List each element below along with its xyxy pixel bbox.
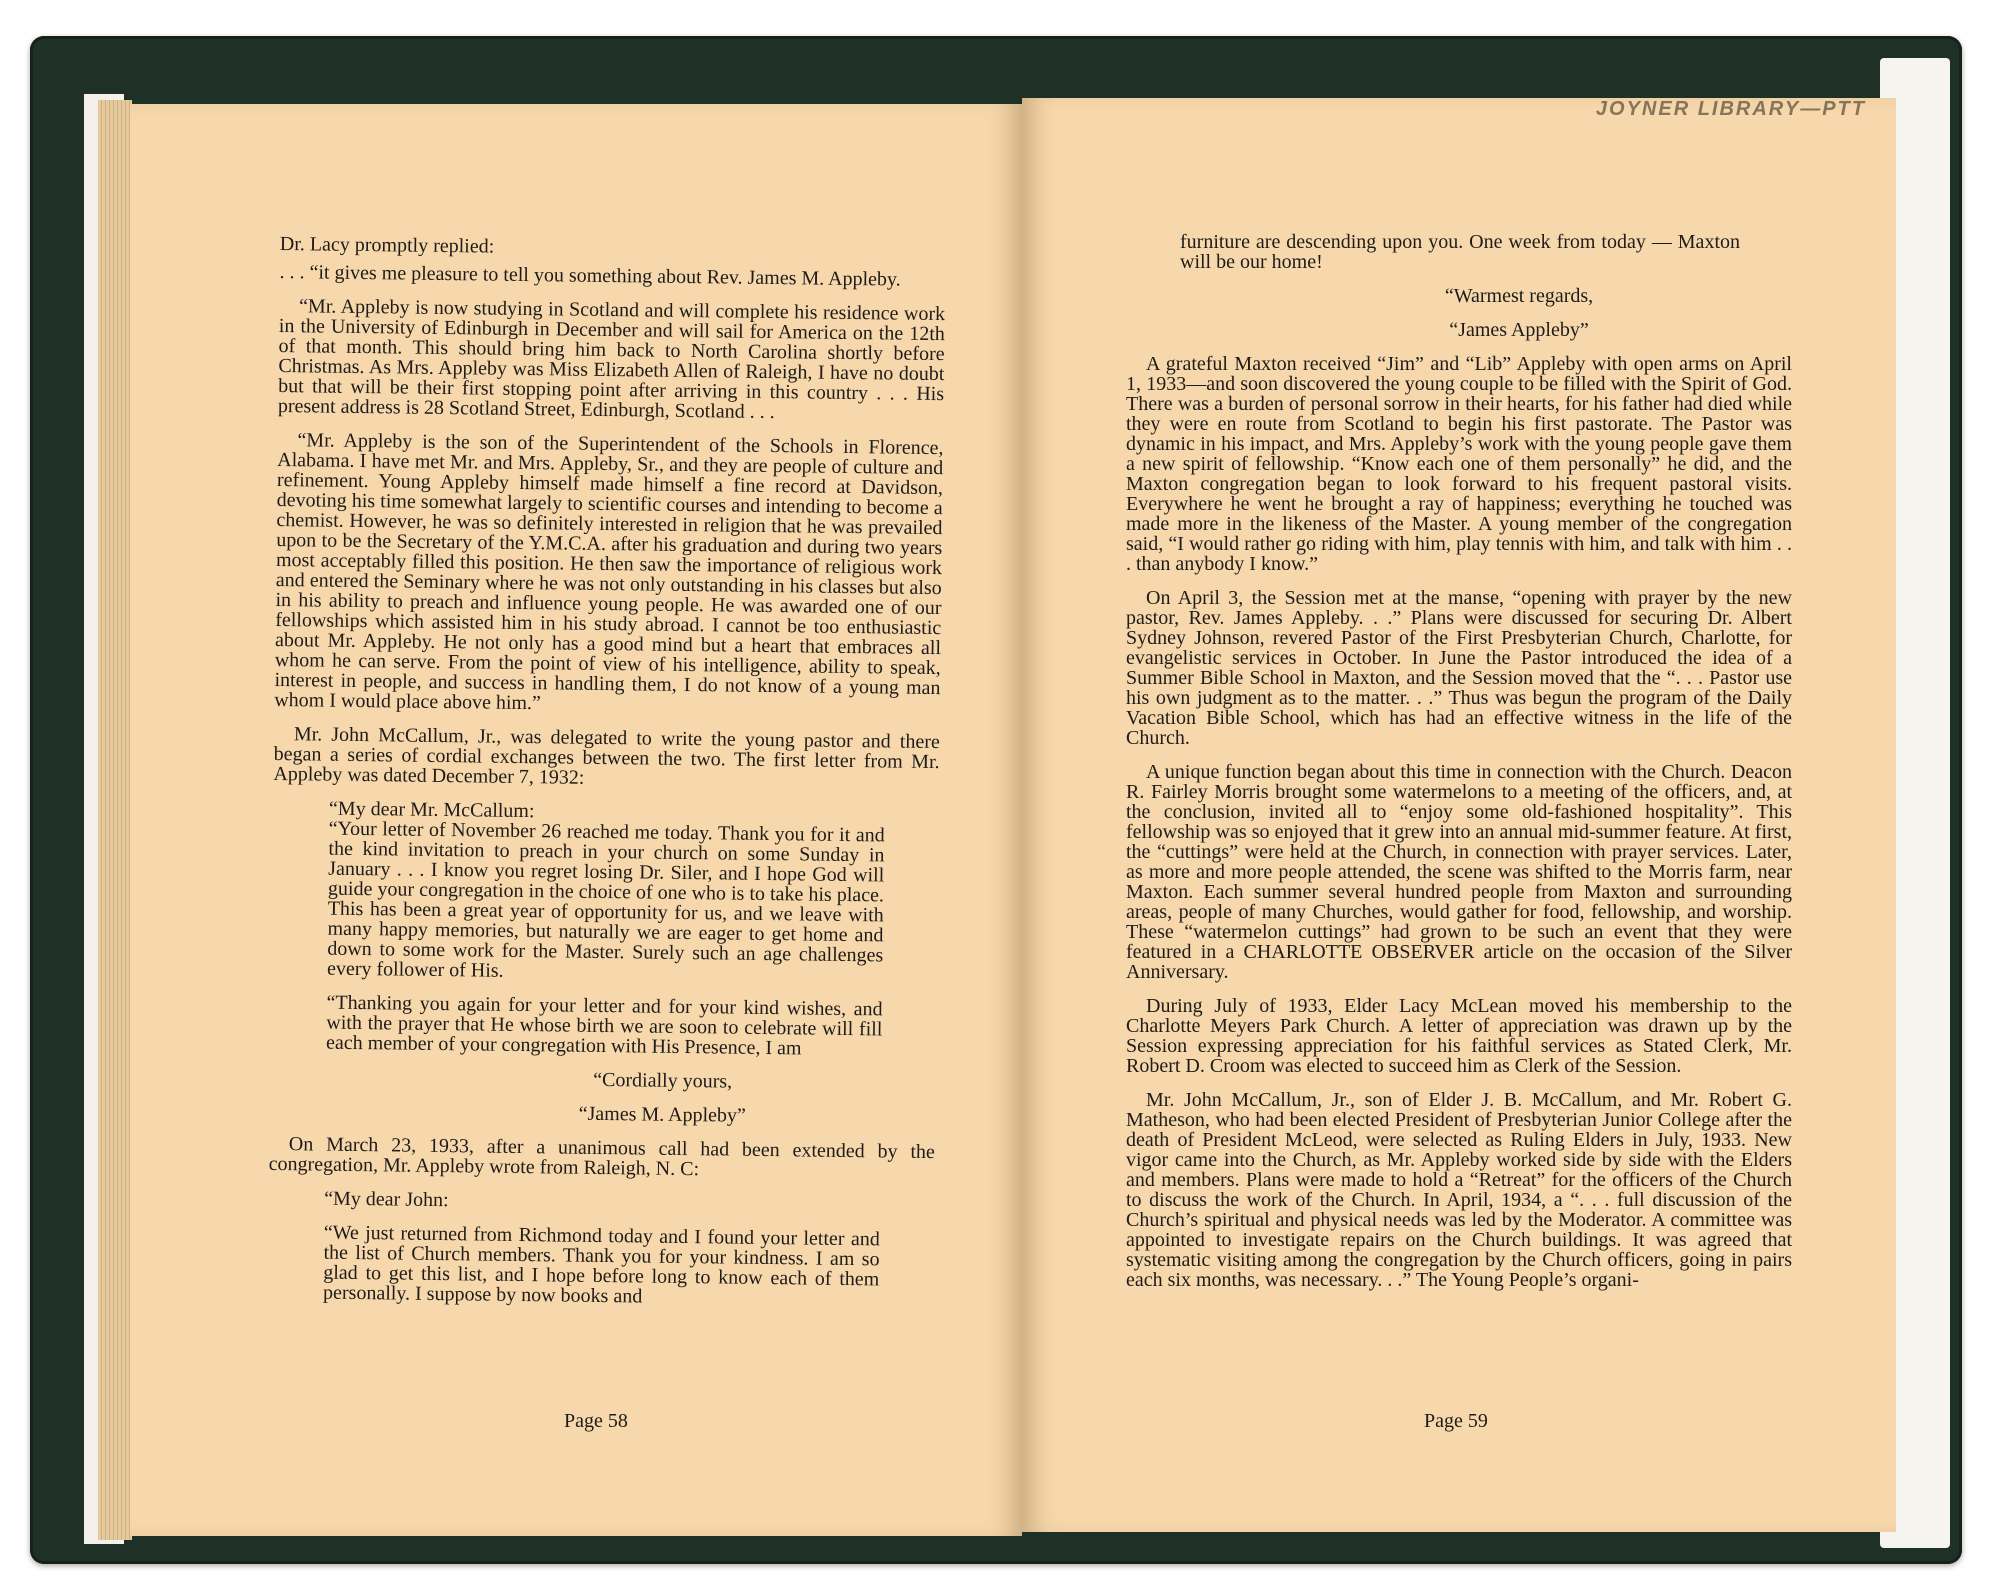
letter-paragraph: “Your letter of November 26 reached me today. Thank you for it and the kind invitation to preach in your church on some Sunday in January . . . I know you regret losing Dr. Siler, and I hope God will guide your congregation in the choice of one who is to take his place. This has been a great year of opportunity for us, and we leave with many happy memories, but naturally we are eager to get home and down to some work for the Master. Surely such an age challenges every follower of His. bbox=[326, 817, 885, 982]
letter-paragraph: “Thanking you again for your letter and for your kind wishes, and with the prayer that He whose birth we are soon to celebrate will fill each member of your congregation with His Presence, I am bbox=[325, 991, 883, 1060]
paragraph: Mr. John McCallum, Jr., son of Elder J. B. McCallum, and Mr. Robert G. Matheson, who had been elected President of Presbyterian Junior College after the death of President McLeod, were selected as Ruling Elders in July, 1933. New vigor came into the Church, as Mr. Appleby worked side by side with the Elders and members. Plans were made to hold a “Retreat” for the officers of the Church to discuss the work of the Church. In April, 1934, a “. . . full discussion of the Church’s spiritual and physical needs was led by the Moderator. A committee was appointed to investigate repairs on the Church buildings. It was agreed that systematic visiting among the congregation by the Church officers, going in pairs each six months, was necessary. . .” The Young People’s organi- bbox=[1126, 1089, 1792, 1291]
letter-closing: “Warmest regards, bbox=[1444, 285, 1594, 307]
letter-paragraph: furniture are descending upon you. One week from today — Maxton will be our home! bbox=[1180, 231, 1740, 273]
paragraph: A unique function began about this time in connection with the Church. Deacon R. Fairley Morris brought some watermelons to a meeting of the officers, and, at the conclusion, invited all to “enjoy some old-fashioned hospitality”. This fellowship was so enjoyed that it grew into an annual mid-summer feature. At first, the “cuttings” were held at the Church, in connection with prayer services. Later, as more and more people attended, the scene was shifted to the Morris farm, near Maxton. Each summer several hundred people from Maxton and surrounding areas, people of many Churches, would gather for food, fellowship, and worship. These “watermelon cuttings” had grown to be such an event that they were featured in a CHARLOTTE OBSERVER article on the occasion of the Silver Anniversary. bbox=[1126, 761, 1792, 983]
paragraph: On March 23, 1933, after a unanimous call had been extended by the congregation, Mr. Appleby wrote from Raleigh, N. C: bbox=[268, 1133, 935, 1181]
right-page bbox=[1022, 98, 1896, 1532]
right-page-text bbox=[1126, 232, 1792, 1304]
paragraph: Mr. John McCallum, Jr., was delegated to write the young pastor and there began a series of cordial exchanges between the two. The first letter from Mr. Appleby was dated December 7, 1932: bbox=[273, 723, 940, 789]
letter-salutation: “My dear John: bbox=[324, 1187, 449, 1212]
paragraph: Dr. Lacy promptly replied: bbox=[279, 233, 495, 258]
paragraph: On April 3, the Session met at the manse, “opening with prayer by the new pastor, Rev. James Appleby. . .” Plans were discussed for securing Dr. Albert Sydney Johnson, revered Pastor of the First Presbyterian Church, Charlotte, for evangelistic services in October. In June the Pastor introduced the idea of a Summer Bible School in Maxton, and the Session moved that the “. . . Pastor use his own judgment as to the matter. . .” Thus was begun the program of the Daily Vacation Bible School, which has had an effective witness in the life of the Church. bbox=[1126, 587, 1792, 749]
left-page bbox=[130, 104, 1022, 1536]
letter-signature: “James M. Appleby” bbox=[578, 1102, 746, 1127]
paragraph: . . . “it gives me pleasure to tell you something about Rev. James M. Appleby. bbox=[279, 260, 901, 291]
paragraph: During July of 1933, Elder Lacy McLean moved his membership to the Charlotte Meyers Park Church. A letter of appreciation was drawn up by the Session expressing appreciation for his faithful services as Stated Clerk, Mr. Robert D. Croom was elected to succeed him as Clerk of the Session. bbox=[1126, 995, 1792, 1077]
page-number: Page 58 bbox=[564, 1410, 628, 1432]
letter-signature: “James Appleby” bbox=[1449, 319, 1589, 341]
library-stamp: JOYNER LIBRARY—PTT bbox=[1595, 98, 1866, 120]
paragraph: A grateful Maxton received “Jim” and “Lib” Appleby with open arms on April 1, 1933—and soon discovered the young couple to be filled with the Spirit of God. There was a burden of personal sorrow in their hearts, for his father had died while they were en route from Scotland to begin his first pastorate. The Pastor was dynamic in his impact, and Mrs. Appleby’s work with the young people gave them a new spirit of fellowship. “Know each one of them personally” he did, and the Maxton congregation began to look forward to his frequent pastoral visits. Everywhere he went he brought a ray of happiness; everything he touched was made more in the likeness of the Master. A young member of the congregation said, “I would rather go riding with him, play tennis with him, and talk with him . . . than anybody I know.” bbox=[1126, 353, 1792, 575]
left-page-text bbox=[267, 234, 946, 1324]
page-stack bbox=[98, 100, 132, 1540]
paragraph: “Mr. Appleby is now studying in Scotland and will complete his residence work in the University of Edinburgh in December and will sail for America on the 12th of that month. This should bring him back to North Carolina shortly before Christmas. As Mrs. Appleby was Miss Elizabeth Allen of Raleigh, I have no doubt but that will be their first stopping point after arriving in this country . . . His present address is 28 Scotland Street, Edinburgh, Scotland . . . bbox=[277, 295, 946, 424]
page-number: Page 59 bbox=[1424, 1410, 1488, 1432]
letter-paragraph: “We just returned from Richmond today and I found your letter and the list of Church members. Thank you for your kindness. I am so glad to get this list, and I hope before long to know each of them personally. I suppose by now books and bbox=[322, 1221, 880, 1308]
paragraph: “Mr. Appleby is the son of the Superintendent of the Schools in Florence, Alabama. I have met Mr. and Mrs. Appleby, Sr., and they are people of culture and refinement. Young Appleby himself made himself a fine record at Davidson, devoting his time somewhat largely to scientific courses and intending to become a chemist. However, he was so definitely interested in religion that he was prevailed upon to be the Secretary of the Y.M.C.A. after his graduation and during two years most acceptably filled this position. He then saw the importance of religious work and entered the Seminary where he was not only outstanding in his classes but also in his ability to preach and influence young people. He was awarded one of our fellowships which assisted him in his study abroad. I cannot be too enthusiastic about Mr. Appleby. He not only has a good mind but a heart that embraces all whom he can serve. From the point of view of his intelligence, ability to speak, interest in people, and success in handling them, I do not know of a young man whom I would place above him.” bbox=[274, 429, 944, 715]
letter-salutation: “My dear Mr. McCallum: bbox=[328, 797, 535, 823]
letter-closing: “Cordially yours, bbox=[593, 1068, 733, 1093]
